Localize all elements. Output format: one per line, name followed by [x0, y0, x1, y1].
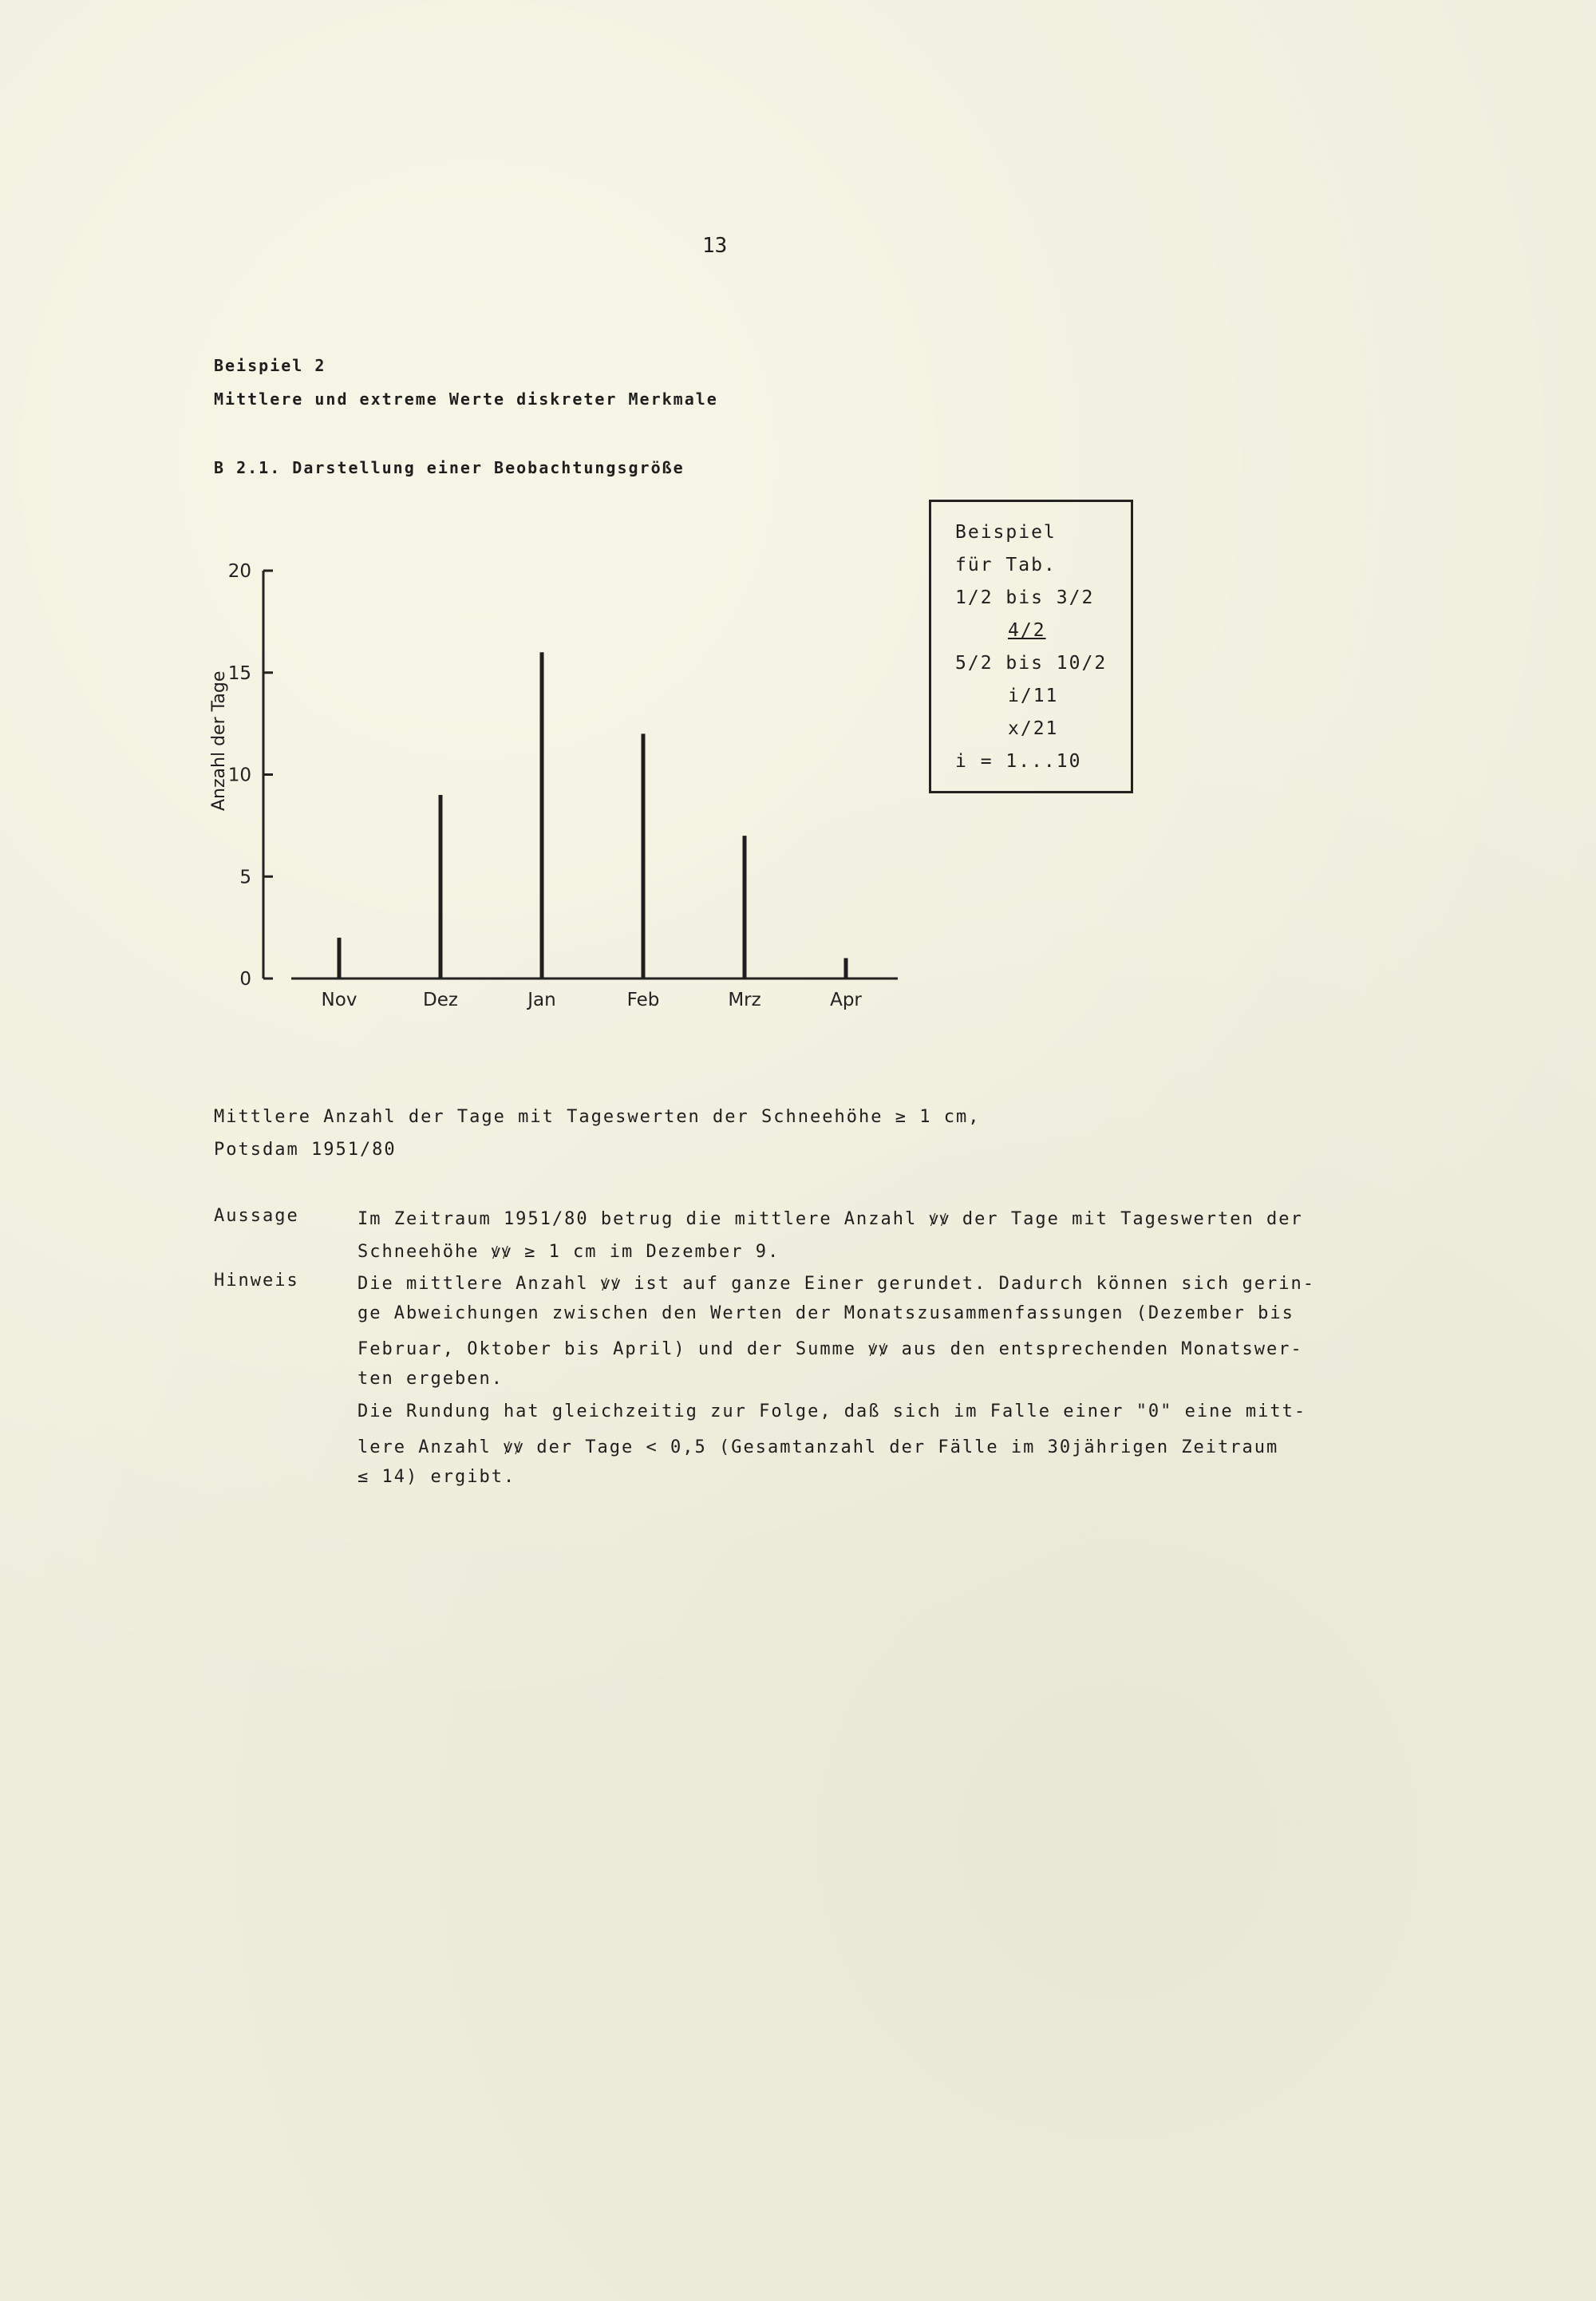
info-line: 4/2 [1008, 620, 1046, 641]
info-line: 1/2 bis 3/2 [955, 587, 1095, 608]
y-tick-label: 5 [239, 867, 251, 888]
caption-line-2: Potsdam 1951/80 [214, 1140, 397, 1160]
info-line: i/11 [1008, 686, 1059, 706]
x-tick-label: Nov [321, 990, 358, 1010]
page-number: 13 [702, 234, 728, 258]
x-tick-label: Feb [626, 990, 660, 1010]
note-line: Die Rundung hat gleichzeitig zur Folge, daß sich im Falle einer "0" eine mitt- [358, 1402, 1307, 1421]
y-tick-label: 10 [227, 765, 251, 786]
chart-y-axis-label: Anzahl der Tage [209, 670, 229, 811]
x-tick-label: Apr [830, 990, 862, 1010]
note-line: ge Abweichungen zwischen den Werten der Monatszusammenfassungen (Dezember bis [358, 1303, 1294, 1323]
example-subtitle: Mittlere und extreme Werte diskreter Merkmale [214, 389, 718, 409]
y-tick-label: 0 [239, 969, 251, 990]
note-line: Die mittlere Anzahl ꝟꝟ ist auf ganze Einer gerundet. Dadurch können sich gerin- [358, 1274, 1316, 1294]
statement-label: Aussage [214, 1206, 299, 1226]
x-tick-label: Mrz [728, 990, 761, 1010]
note-line: ten ergeben. [358, 1369, 504, 1389]
info-line: Beispiel [955, 522, 1057, 543]
y-tick-label: 15 [227, 662, 251, 684]
note-line: lere Anzahl ꝟꝟ der Tage < 0,5 (Gesamtanzahl der Fälle im 30jährigen Zeitraum [358, 1437, 1279, 1457]
statement-line: Im Zeitraum 1951/80 betrug die mittlere Anzahl ꝟꝟ der Tage mit Tageswerten der [358, 1209, 1303, 1229]
chart-bars [339, 652, 846, 979]
x-tick-label: Dez [423, 990, 458, 1010]
bar-chart [0, 0, 1596, 1038]
statement-line: Schneehöhe ꝟꝟ ≥ 1 cm im Dezember 9. [358, 1242, 780, 1262]
note-line: Februar, Oktober bis April) und der Summe ꝟꝟ aus den entsprechenden Monatswer- [358, 1339, 1303, 1359]
chart-labels [228, 561, 863, 1010]
note-line: ≤ 14) ergibt. [358, 1467, 516, 1487]
caption-line-1: Mittlere Anzahl der Tage mit Tageswerten der Schneehöhe ≥ 1 cm, [214, 1107, 981, 1127]
chart-axes [263, 571, 898, 979]
example-heading: Beispiel 2 [214, 356, 326, 375]
info-line: x/21 [1008, 718, 1059, 739]
x-tick-label: Jan [527, 990, 556, 1010]
section-heading: B 2.1. Darstellung einer Beobachtungsgröße [214, 458, 685, 477]
info-line: für Tab. [955, 555, 1057, 575]
y-tick-label: 20 [227, 561, 251, 582]
info-line: i = 1...10 [955, 751, 1082, 772]
info-line: 5/2 bis 10/2 [955, 653, 1108, 674]
note-label: Hinweis [214, 1271, 299, 1291]
